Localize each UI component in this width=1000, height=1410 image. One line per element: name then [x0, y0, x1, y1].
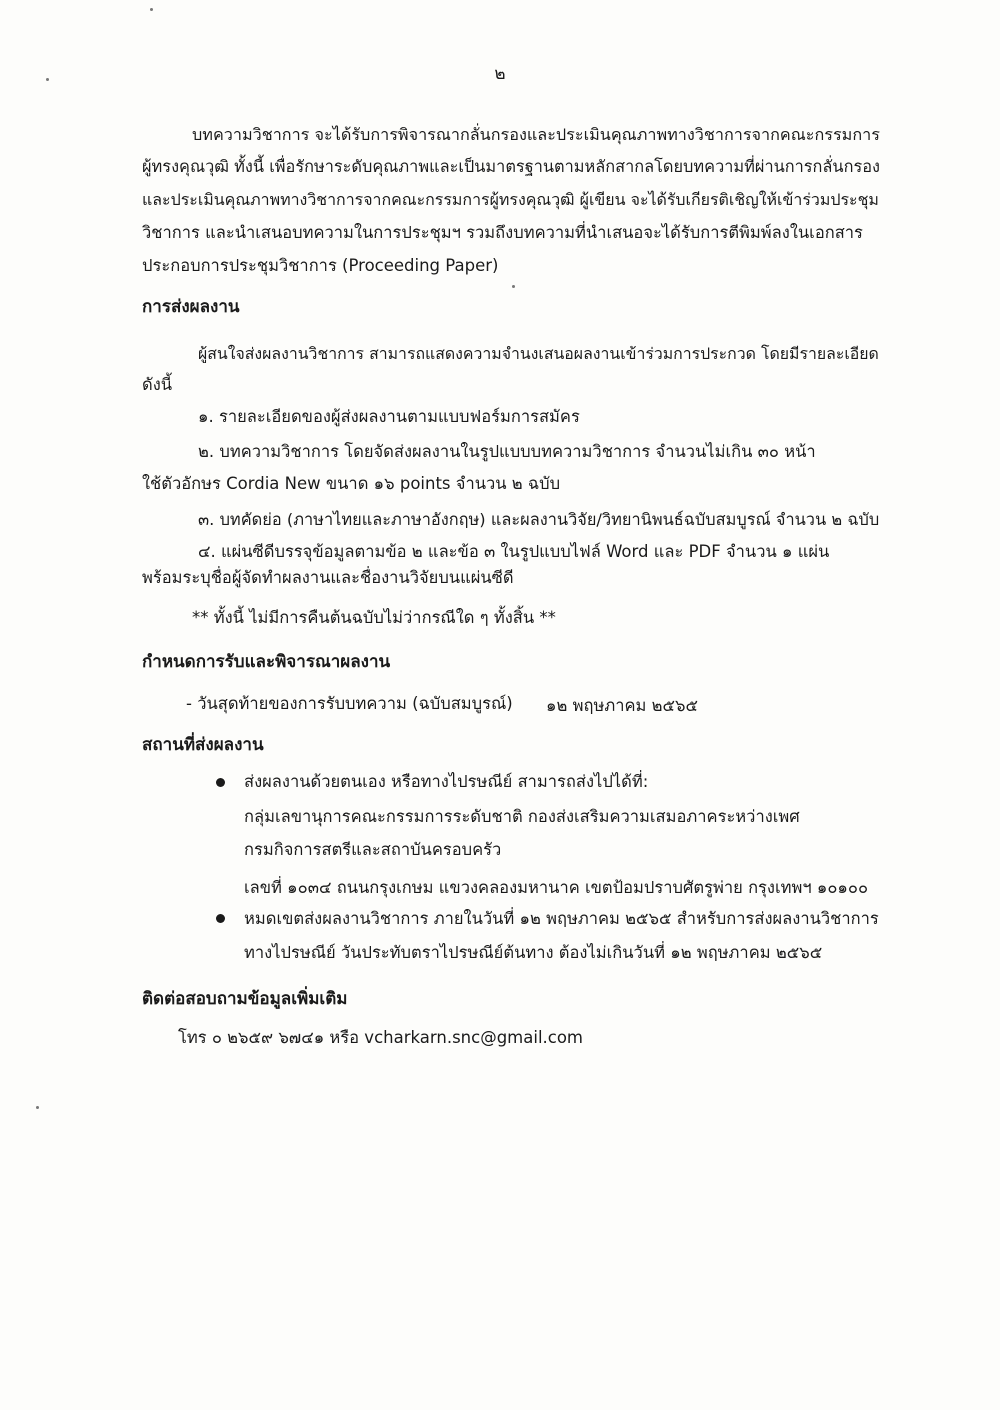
location-heading: สถานที่ส่งผลงาน: [142, 735, 264, 755]
submission-item-2: ๒. บทความวิชาการ โดยจัดส่งผลงานในรูปแบบบทความวิชาการ จำนวนไม่เกิน ๓๐ หน้า: [198, 442, 816, 461]
schedule-heading: กำหนดการรับและพิจารณาผลงาน: [142, 652, 391, 672]
submission-intro-line-1: ผู้สนใจส่งผลงานวิชาการ สามารถแสดงความจำนงเสนอผลงานเข้าร่วมการประกวด โดยมีรายละเอียด: [198, 344, 879, 363]
submission-item-1: ๑. รายละเอียดของผู้ส่งผลงานตามแบบฟอร์มการสมัคร: [198, 407, 580, 426]
location-bullet1-line-4: เลขที่ ๑๐๓๔ ถนนกรุงเกษม แขวงคลองมหานาค เขตป้อมปราบศัตรูพ่าย กรุงเทพฯ ๑๐๑๐๐: [244, 878, 869, 897]
bullet-icon: [216, 778, 225, 787]
contact-heading: ติดต่อสอบถามข้อมูลเพิ่มเติม: [142, 989, 348, 1009]
location-bullet1-line-2: กลุ่มเลขานุการคณะกรรมการระดับชาติ กองส่งเสริมความเสมอภาคระหว่างเพศ: [244, 807, 800, 826]
intro-line-3: และประเมินคุณภาพทางวิชาการจากคณะกรรมการผู้ทรงคุณวุฒิ ผู้เขียน จะได้รับเกียรติเชิญให้เข้าร่วมประชุม: [142, 190, 879, 209]
page-number: ๒: [494, 64, 506, 84]
scan-speck: [46, 78, 49, 81]
submission-item-3: ๓. บทคัดย่อ (ภาษาไทยและภาษาอังกฤษ) และผลงานวิจัย/วิทยานิพนธ์ฉบับสมบูรณ์ จำนวน ๒ ฉบับ: [198, 510, 880, 529]
intro-line-2: ผู้ทรงคุณวุฒิ ทั้งนี้ เพื่อรักษาระดับคุณภาพและเป็นมาตรฐานตามหลักสากลโดยบทความที่ผ่านการกลั่นกรอง: [142, 157, 880, 176]
submission-item-2-cont: ใช้ตัวอักษร Cordia New ขนาด ๑๖ points จำนวน ๒ ฉบับ: [142, 474, 561, 493]
intro-line-4: วิชาการ และนำเสนอบทความในการประชุมฯ รวมถึงบทความที่นำเสนอจะได้รับการตีพิมพ์ลงในเอกสาร: [142, 223, 863, 242]
location-bullet2-line-1: หมดเขตส่งผลงานวิชาการ ภายในวันที่ ๑๒ พฤษภาคม ๒๕๖๕ สำหรับการส่งผลงานวิชาการ: [244, 909, 879, 928]
location-bullet2-line-2: ทางไปรษณีย์ วันประทับตราไปรษณีย์ต้นทาง ต้องไม่เกินวันที่ ๑๒ พฤษภาคม ๒๕๖๕: [244, 943, 823, 962]
scan-speck: [150, 8, 153, 11]
submission-item-4-cont: พร้อมระบุชื่อผู้จัดทำผลงานและชื่องานวิจัยบนแผ่นซีดี: [142, 568, 514, 587]
submission-note: ** ทั้งนี้ ไม่มีการคืนต้นฉบับไม่ว่ากรณีใด ๆ ทั้งสิ้น **: [192, 608, 556, 627]
scan-speck: [512, 285, 515, 288]
location-bullet1-line-1: ส่งผลงานด้วยตนเอง หรือทางไปรษณีย์ สามารถส่งไปได้ที่:: [244, 772, 649, 791]
submission-intro-line-2: ดังนี้: [142, 375, 173, 394]
intro-line-5: ประกอบการประชุมวิชาการ (Proceeding Paper): [142, 256, 499, 275]
submission-heading: การส่งผลงาน: [142, 297, 240, 317]
location-bullet1-line-3: กรมกิจการสตรีและสถาบันครอบครัว: [244, 840, 502, 859]
schedule-item-date: ๑๒ พฤษภาคม ๒๕๖๕: [546, 696, 698, 715]
schedule-item-label: - วันสุดท้ายของการรับบทความ (ฉบับสมบูรณ์): [186, 694, 513, 713]
intro-line-1: บทความวิชาการ จะได้รับการพิจารณากลั่นกรองและประเมินคุณภาพทางวิชาการจากคณะกรรมการ: [192, 125, 880, 144]
submission-item-4: ๔. แผ่นซีดีบรรจุข้อมูลตามข้อ ๒ และข้อ ๓ ในรูปแบบไฟล์ Word และ PDF จำนวน ๑ แผ่น: [198, 542, 830, 561]
contact-line: โทร ๐ ๒๖๕๙ ๖๗๔๑ หรือ vcharkarn.snc@gmail.com: [178, 1028, 584, 1047]
scan-speck: [36, 1106, 39, 1109]
bullet-icon: [216, 914, 225, 923]
